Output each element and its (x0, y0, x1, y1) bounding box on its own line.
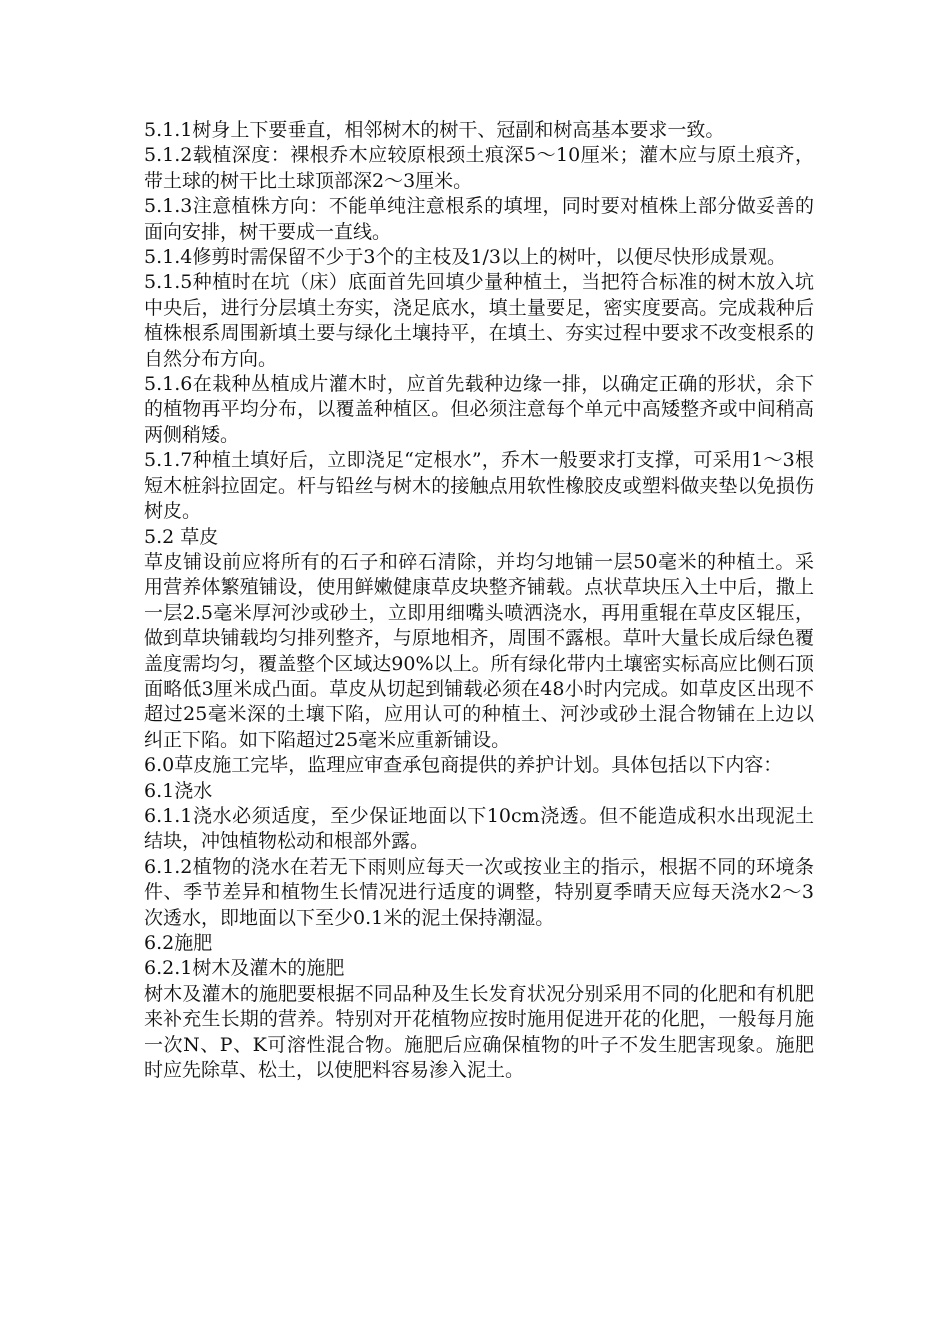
section-heading-6-1: 6.1浇水 (144, 779, 213, 802)
paragraph-turf-laying: 草皮铺设前应将所有的石子和碎石清除，并均匀地铺一层50毫米的种植土。采用营养体繁殖铺设，使用鲜嫩健康草皮块整齐铺载。点状草块压入土中后，撒上一层2.5毫米厚河沙或砂土，立即用细嘴头喷洒浇水，再用重辊在草皮区辊压，做到草块铺载均匀排列整齐，与原地相齐，周围不露根。草叶大量长成后绿色覆盖度需均匀，覆盖整个区域达90%以上。所有绿化带内土壤密实标高应比侧石顶面略低3厘米成凸面。草皮从切起到铺载必须在48小时内完成。如草皮区出现不超过25毫米深的土壤下陷，应用认可的种植土、河沙或砂土混合物铺在上边以纠正下陷。如下陷超过25毫米应重新铺设。 (144, 550, 814, 751)
section-heading-5-2: 5.2 草皮 (144, 525, 219, 548)
section-heading-6-2-1: 6.2.1树木及灌木的施肥 (144, 957, 345, 980)
paragraph-5-1-2: 5.1.2载植深度：裸根乔木应较原根颈土痕深5～10厘米；灌木应与原土痕齐，带土球的树干比土球顶部深2～3厘米。 (144, 144, 814, 192)
paragraph-5-1-1: 5.1.1树身上下要垂直，相邻树木的树干、冠副和树高基本要求一致。 (144, 119, 725, 141)
paragraph-5-1-7: 5.1.7种植土填好后，立即浇足“定根水”，乔木一般要求打支撑，可采用1～3根短木桩斜拉固定。杆与铅丝与树木的接触点用软性橡胶皮或塑料做夹垫以免损伤树皮。 (144, 449, 814, 523)
section-heading-6-2: 6.2施肥 (144, 932, 213, 954)
paragraph-6-1-2: 6.1.2植物的浇水在若无下雨则应每天一次或按业主的指示，根据不同的环境条件、季节差异和植物生长情况进行适度的调整，特别夏季晴天应每天浇水2～3次透水，即地面以下至少0.1米的泥土保持潮湿。 (144, 855, 814, 929)
paragraph-6-1-1: 6.1.1浇水必须适度，至少保证地面以下10cm浇透。但不能造成积水出现泥土结块，冲蚀植物松动和根部外露。 (144, 804, 814, 853)
paragraph-fertilizing: 树木及灌木的施肥要根据不同品种及生长发育状况分别采用不同的化肥和有机肥来补充生长期的营养。特别对开花植物应按时施用促进开花的化肥，一般每月施一次N、P、K可溶性混合物。施肥后应确保植物的叶子不发生肥害现象。施肥时应先除草、松土，以使肥料容易渗入泥土。 (144, 982, 814, 1082)
document-body (144, 118, 814, 1083)
paragraph-5-1-3: 5.1.3注意植株方向：不能单纯注意根系的填埋，同时要对植株上部分做妥善的面向安排，树干要成一直线。 (144, 195, 814, 243)
paragraph-5-1-4: 5.1.4修剪时需保留不少于3个的主枝及1/3以上的树叶，以便尽快形成景观。 (144, 246, 787, 269)
paragraph-6-0: 6.0草皮施工完毕，监理应审查承包商提供的养护计划。具体包括以下内容： (144, 754, 783, 777)
paragraph-5-1-5: 5.1.5种植时在坑（床）底面首先回填少量种植土，当把符合标准的树木放入坑中央后，进行分层填土夯实，浇足底水，填土量要足，密实度要高。完成栽种后植株根系周围新填土要与绿化土壤持平，在填土、夯实过程中要求不改变根系的自然分布方向。 (144, 271, 814, 370)
paragraph-5-1-6: 5.1.6在栽种丛植成片灌木时，应首先载种边缘一排，以确定正确的形状，余下的植物再平均分布，以覆盖种植区。但必须注意每个单元中高矮整齐或中间稍高两侧稍矮。 (144, 373, 814, 446)
